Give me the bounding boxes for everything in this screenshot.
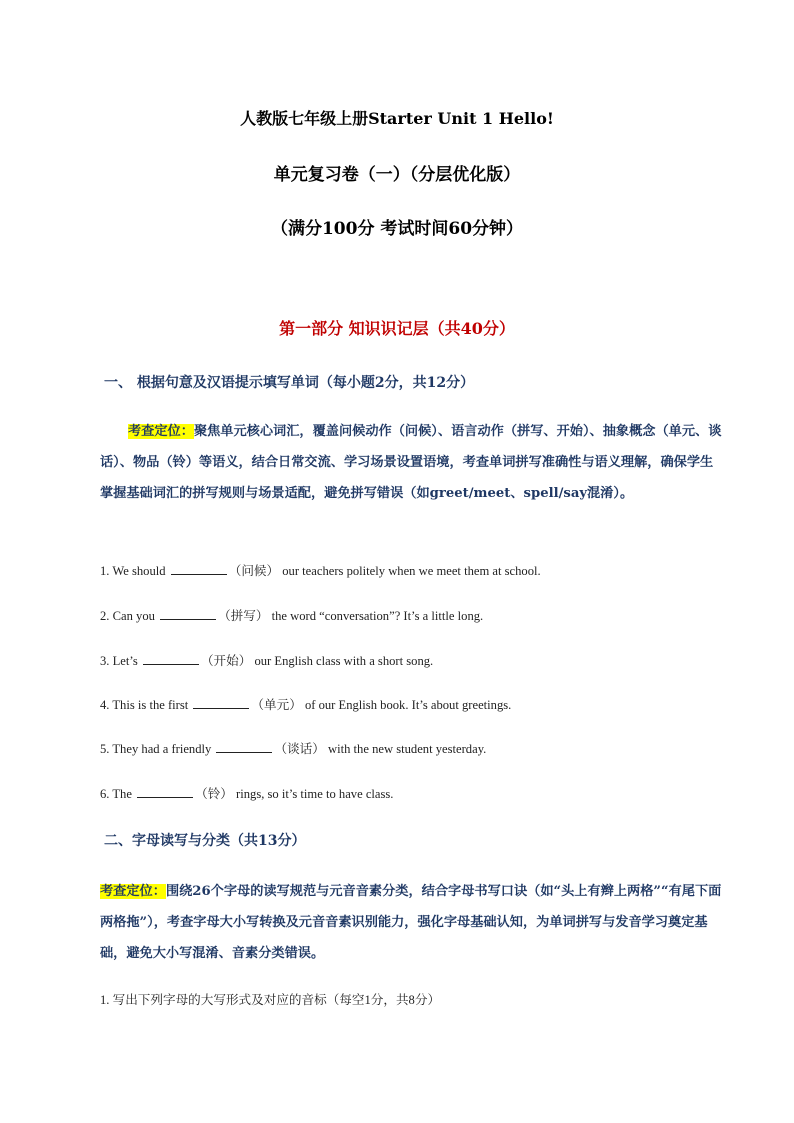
answer-blank[interactable] [193,708,249,709]
document-title: 人教版七年级上册Starter Unit 1 Hello! [240,109,554,128]
part-heading: 第一部分 知识识记层（共40分） [279,319,515,338]
question-6: 6. The （铃） rings, so it’s time to have class. [100,787,394,801]
focus-text: 聚焦单元核心词汇，覆盖问候动作（问候）、语言动作（拼写、开始）、抽象概念（单元、谈话）、物品（铃）等语义，结合日常交流、学习场景设置语境，考查单词拼写准确性与语义理解，确保学生掌握基础词汇的拼写规则与场景适配，避免拼写错误（如greet/meet、spell/say混淆）。 [100,424,722,501]
score-time-info: （满分100分 考试时间60分钟） [270,219,524,239]
document-subtitle: 单元复习卷（一）（分层优化版） [273,165,521,185]
section2-heading: 二、字母读写与分类（共13分） [104,833,306,849]
question-4: 4. This is the first （单元） of our English book. It’s about greetings. [100,698,512,712]
answer-blank[interactable] [216,752,272,753]
focus-label: 考查定位： [100,884,166,899]
question-2: 2. Can you （拼写） the word “conversation”? It’s a little long. [100,609,484,623]
answer-blank[interactable] [171,574,227,575]
question-1: 1. We should （问候） our teachers politely when we meet them at school. [100,564,541,578]
answer-blank[interactable] [143,664,199,665]
section1-heading: 一、 根据句意及汉语提示填写单词（每小题2分，共12分） [104,375,475,391]
focus-label: 考查定位： [128,424,194,439]
subquestion-1: 1. 写出下列字母的大写形式及对应的音标（每空1分，共8分） [100,993,441,1007]
question-5: 5. They had a friendly （谈话） with the new student yesterday. [100,742,487,756]
section2-focus-paragraph [100,876,722,969]
answer-blank[interactable] [137,797,193,798]
focus-text: 围绕26个字母的读写规范与元音音素分类，结合字母书写口诀（如“头上有辫上两格”“有尾下面两格拖”），考查字母大小写转换及元音音素识别能力，强化字母基础认知，为单词拼写与发音学习奠定基础，避免大小写混淆、音素分类错误。 [100,884,722,961]
question-3: 3. Let’s （开始） our English class with a short song. [100,654,434,668]
answer-blank[interactable] [160,619,216,620]
section1-focus-paragraph [100,416,722,509]
